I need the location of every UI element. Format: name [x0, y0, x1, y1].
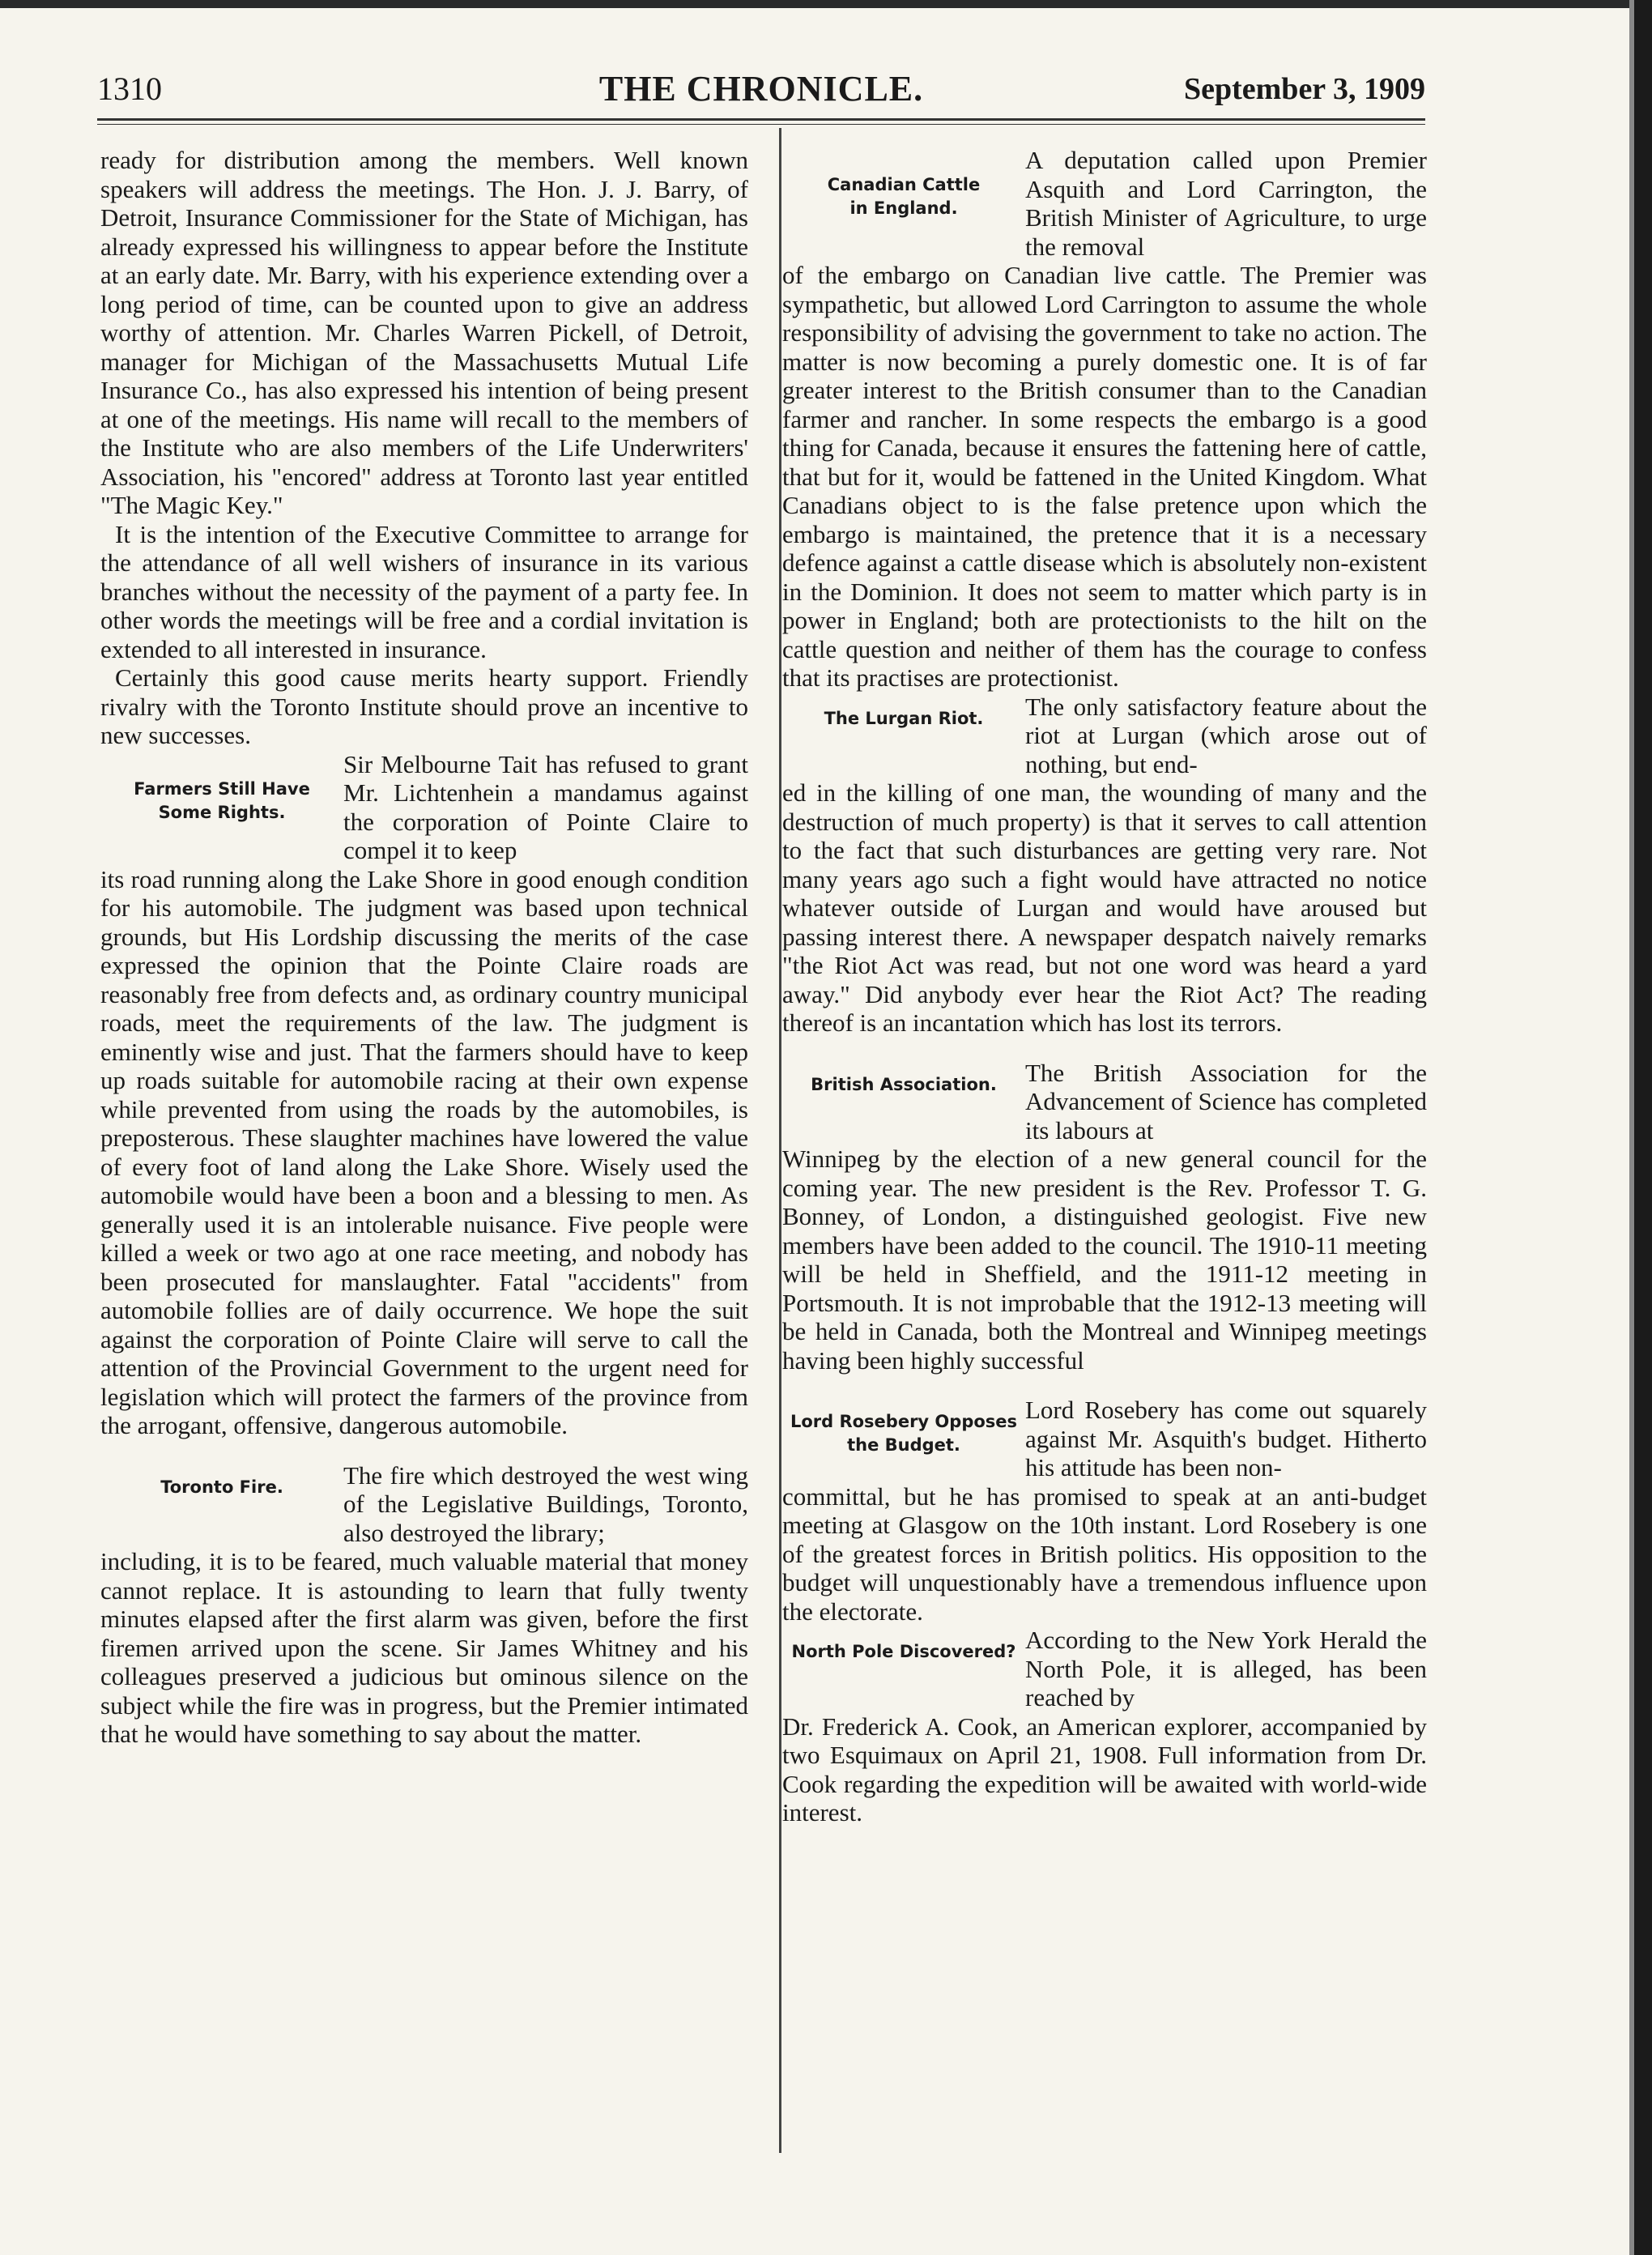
cattle-body: of the embargo on Canadian live cattle. The Premier was sympathetic, but allowed Lord Carrington to assume the whole responsibility of advising the government to take no action. The matter is now becoming a purely domestic one. It is of far greater interest to the British consumer than to the Canadian farmer and rancher. In some respects the embargo is a good thing for Canada, because it ensures the fattening here of cattle, that but for it, would be fattened in the United Kingdom. What Canadians object to is the false pretence upon which the embargo is maintained, the pretence that it is a necessary defence against a cattle disease which is absolutely non-existent in the Dominion. It does not seem to matter which party is in power in England; both are protectionists to the hilt on the cattle question and neither of them has the courage to confess that its practises are protectionist.	[782, 261, 1427, 692]
toronto-body: including, it is to be feared, much valuable material that money cannot replace. It is astounding to learn that fully twenty minutes elapsed after the first alarm was given, before the first firemen arrived upon the scene. Sir James Whitney and his colleagues preserved a judicious but ominous silence on the subject while the fire was in progress, but the Premier intimated that he would have something to say about the matter.	[100, 1547, 748, 1748]
column-divider	[779, 128, 781, 2153]
page-header	[97, 65, 1425, 121]
header-rule-thin	[97, 124, 1425, 125]
issue-date: September 3, 1909	[1184, 72, 1425, 106]
toronto-side-text: The fire which destroyed the west wing of the Legislative Buildings, Toronto, also destroyed the library;	[343, 1460, 748, 1547]
scan-edge-top	[0, 0, 1652, 8]
rosebery-body: committal, but he has promised to speak at an anti-budget meeting at Glasgow on the 10th instant. Lord Rosebery is one of the greatest forces in British politics. His opposition to the budget will unquestionably have a tremendous influence upon the electorate.	[782, 1481, 1427, 1626]
scan-edge-right	[1634, 0, 1652, 2255]
support-paragraph: Certainly this good cause merits hearty support. Friendly rivalry with the Toronto Institute should prove an incentive to new successes.	[100, 663, 748, 749]
header-rule	[97, 118, 1425, 121]
northpole-article-head	[782, 1626, 1427, 1712]
british-body: Winnipeg by the election of a new general council for the coming year. The new president is the Rev. Professor T. G. Bonney, of London, a distinguished geologist. Five new members have been added to the council. The 1910-11 meeting will be held in Sheffield, and the 1911-12 meeting in Portsmouth. It is not improbable that the 1912-13 meeting will be held in Canada, both the Montreal and Winnipeg meetings having been highly successful	[782, 1145, 1427, 1375]
cattle-heading: Canadian Cattle in England.	[827, 175, 981, 218]
northpole-heading: North Pole Discovered?	[791, 1642, 1016, 1661]
cattle-side-text: A deputation called upon Premier Asquith and Lord Carrington, the British Minister of Agriculture, to urge the removal	[1025, 146, 1427, 261]
northpole-side-text: According to the New York Herald the North Pole, it is alleged, has been reached by	[1025, 1626, 1427, 1711]
cattle-article-head	[782, 146, 1427, 261]
farmers-heading: Farmers Still Have Some Rights.	[134, 778, 310, 822]
rosebery-heading: Lord Rosebery Opposes the Budget.	[790, 1412, 1018, 1455]
farmers-side-text: Sir Melbourne Tait has refused to grant Mr. Lichtenhein a mandamus against the corporation of Pointe Claire to compel it to keep	[343, 749, 748, 864]
lurgan-body: ed in the killing of one man, the wounding of many and the destruction of much property) is that it serves to call attention to the fact that such disturbances are getting very rare. Not many years ago such a fight would have attracted no notice whatever outside of Lurgan and would have aroused but passing interest there. A newspaper despatch naively remarks "the Riot Act was read, but not one word was heard a yard away." Did anybody ever hear the Riot Act? The reading thereof is an incantation which has lost its terrors.	[782, 778, 1427, 1037]
british-heading: British Association.	[811, 1074, 997, 1094]
left-column	[100, 146, 748, 1749]
intro-paragraph: ready for distribution among the members. Well known speakers will address the meetings. The Hon. J. J. Barry, of Detroit, Insurance Commissioner for the State of Michigan, has already expressed his willingness to appear before the Institute at an early date. Mr. Barry, with his experience extending over a long period of time, can be counted upon to give an address worthy of attention. Mr. Charles Warren Pickell, of Detroit, manager for Michigan of the Massachusetts Mutual Life Insurance Co., has also expressed his intention of being present at one of the meetings. His name will recall to the members of the Institute who are also members of the Life Underwriters' Association, his "encored" address at Toronto last year entitled "The Magic Key."	[100, 146, 748, 519]
right-column	[782, 146, 1427, 1827]
page-number: 1310	[97, 70, 162, 107]
lurgan-side-text: The only satisfactory feature about the riot at Lurgan (which arose out of nothing, but end-	[1025, 692, 1427, 778]
farmers-article-head	[100, 750, 748, 865]
rosebery-side-text: Lord Rosebery has come out squarely against Mr. Asquith's budget. Hitherto his attitude has been non-	[1025, 1396, 1427, 1481]
executive-paragraph: It is the intention of the Executive Committee to arrange for the attendance of all well wishers of insurance in its various branches without the necessity of the payment of a party fee. In other words the meetings will be free and a cordial invitation is extended to all interested in insurance.	[100, 519, 748, 663]
british-article-head	[782, 1059, 1427, 1145]
toronto-heading: Toronto Fire.	[160, 1477, 283, 1497]
rosebery-article-head	[782, 1396, 1427, 1482]
farmers-body: its road running along the Lake Shore in good enough condition for his automobile. The judgment was based upon technical grounds, but His Lordship discussing the merits of the case expressed the opinion that the Pointe Claire roads are reasonably free from defects and, as ordinary country municipal roads, meet the requirements of the law. The judgment is eminently wise and just. That the farmers should have to keep up roads suitable for automobile racing at their own expense while prevented from using the roads by the automobiles, is preposterous. These slaughter machines have lowered the value of every foot of land along the Lake Shore. Wisely used the automobile would have been a boon and a blessing to men. As generally used it is an intolerable nuisance. Five people were killed a week or two ago at one race meeting, and nobody has been prosecuted for manslaughter. Fatal "accidents" from automobile follies are of daily occurrence. We hope the suit against the corporation of Pointe Claire will serve to call the attention of the Provincial Government to the urgent need for legislation which will protect the farmers of the province from the arrogant, offensive, dangerous automobile.	[100, 864, 748, 1439]
lurgan-heading: The Lurgan Riot.	[824, 708, 984, 728]
northpole-body: Dr. Frederick A. Cook, an American explorer, accompanied by two Esquimaux on April 21, 1908. Full information from Dr. Cook regarding the expedition will be awaited with world-wide interest.	[782, 1711, 1427, 1827]
british-side-text: The British Association for the Advancement of Science has completed its labours at	[1025, 1058, 1427, 1145]
toronto-article-head	[100, 1461, 748, 1548]
lurgan-article-head	[782, 693, 1427, 779]
publication-title: THE CHRONICLE.	[598, 69, 924, 109]
